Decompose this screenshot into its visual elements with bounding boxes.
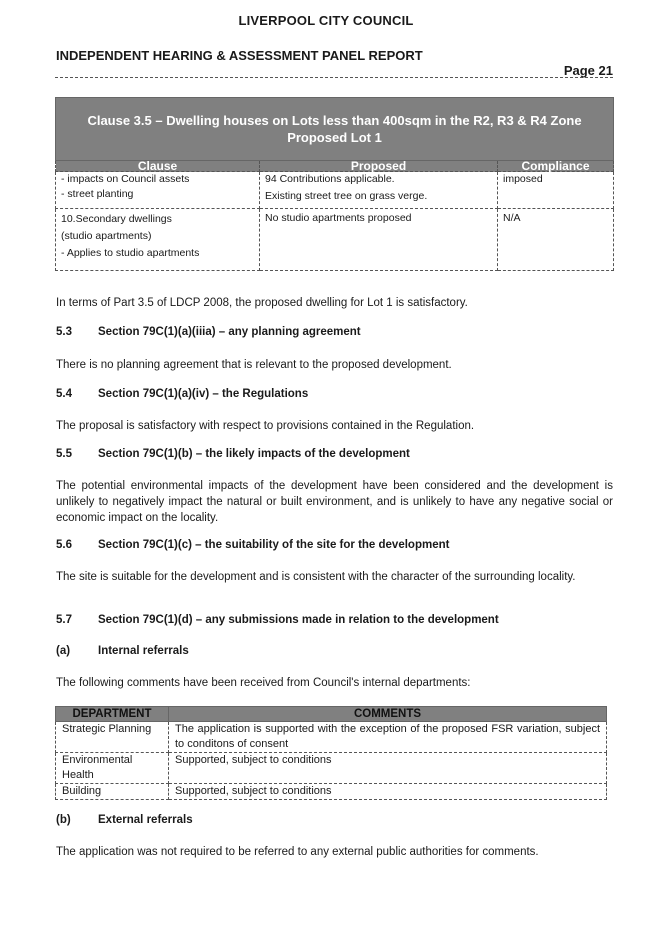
table-row: [56, 722, 607, 753]
table-row: [56, 209, 614, 271]
page-number: Page 21: [563, 63, 613, 78]
council-name: LIVERPOOL CITY COUNCIL: [238, 13, 414, 28]
proposed-line: 94 Contributions applicable.: [265, 173, 395, 185]
report-title: INDEPENDENT HEARING & ASSESSMENT PANEL REPORT: [56, 48, 423, 63]
department-cell: Strategic Planning: [56, 722, 169, 753]
section-5-7-heading: [56, 614, 499, 626]
table-row: [56, 784, 607, 800]
clause-banner-title: Clause 3.5 – Dwelling houses on Lots less than 400sqm in the R2, R3 & R4 Zone: [87, 113, 582, 128]
col-header-department: DEPARTMENT: [56, 707, 169, 722]
department-comments-table: [55, 706, 607, 800]
section-number: 5.7: [56, 614, 72, 626]
section-number: 5.6: [56, 539, 72, 551]
section-title: Section 79C(1)(a)(iiia) – any planning agreement: [98, 326, 361, 338]
section-number: 5.5: [56, 448, 72, 460]
proposed-cell: [260, 209, 498, 271]
part35-paragraph: In terms of Part 3.5 of LDCP 2008, the proposed dwelling for Lot 1 is satisfactory.: [56, 297, 468, 309]
clause-line: - impacts on Council assets: [61, 173, 190, 185]
section-title: External referrals: [98, 814, 193, 826]
proposed-line: Existing street tree on grass verge.: [265, 190, 428, 202]
col-header-comments: COMMENTS: [169, 707, 607, 722]
proposed-line: No studio apartments proposed: [265, 212, 412, 224]
section-number: 5.4: [56, 388, 72, 400]
section-5-4-heading: [56, 388, 308, 400]
clause-line: - Applies to studio apartments: [61, 247, 200, 259]
clause-banner-subtitle: Proposed Lot 1: [287, 130, 382, 145]
header-rule: [55, 63, 613, 78]
clause-cell: [56, 209, 260, 271]
section-title: Section 79C(1)(c) – the suitability of the site for the development: [98, 539, 450, 551]
section-title: Section 79C(1)(a)(iv) – the Regulations: [98, 388, 309, 400]
section-5-4-text: The proposal is satisfactory with respect to provisions contained in the Regulation.: [56, 420, 475, 432]
clause-line: (studio apartments): [61, 230, 152, 242]
comments-cell: The application is supported with the exception of the proposed FSR variation, subject to conditons of consent: [169, 722, 607, 753]
section-5-5-heading: [56, 448, 410, 460]
compliance-cell: N/A: [498, 209, 614, 271]
department-cell: Environmental Health: [56, 753, 169, 784]
section-5-6-text: The site is suitable for the development and is consistent with the character of the surrounding locality.: [56, 571, 576, 583]
compliance-cell: imposed: [498, 172, 614, 209]
table-row: [56, 172, 614, 209]
section-5-3-text: There is no planning agreement that is relevant to the proposed development.: [56, 359, 452, 371]
col-header-compliance: Compliance: [498, 161, 614, 172]
section-title: Section 79C(1)(d) – any submissions made in relation to the development: [98, 614, 499, 626]
section-title: Internal referrals: [98, 645, 189, 657]
table-row: [56, 753, 607, 784]
clause-line: 10.Secondary dwellings: [61, 213, 172, 225]
subsection-a-heading: [56, 645, 189, 657]
department-cell: Building: [56, 784, 169, 800]
clause-line: - street planting: [61, 188, 134, 200]
clause-table-banner: [56, 98, 614, 161]
col-header-clause: Clause: [56, 161, 260, 172]
section-number: 5.3: [56, 326, 72, 338]
section-5-5-text: The potential environmental impacts of the development have been considered and the development is unlikely to negatively impact the natural or built environment, and is unlikely to have any negative social or economic impact on the locality.: [56, 480, 613, 524]
clause-table: [55, 97, 614, 271]
col-header-proposed: Proposed: [260, 161, 498, 172]
section-title: Section 79C(1)(b) – the likely impacts of the development: [98, 448, 410, 460]
subsection-b-heading: [56, 814, 193, 826]
proposed-cell: [260, 172, 498, 209]
section-5-6-heading: [56, 539, 449, 551]
comments-cell: Supported, subject to conditions: [169, 784, 607, 800]
section-number: (a): [56, 645, 71, 657]
section-number: (b): [56, 814, 71, 826]
comments-cell: Supported, subject to conditions: [169, 753, 607, 784]
subsection-b-text: The application was not required to be referred to any external public authorities for comments.: [56, 846, 539, 858]
section-5-3-heading: [56, 326, 361, 338]
clause-cell: [56, 172, 260, 209]
subsection-a-text: The following comments have been received from Council's internal departments:: [56, 677, 471, 689]
